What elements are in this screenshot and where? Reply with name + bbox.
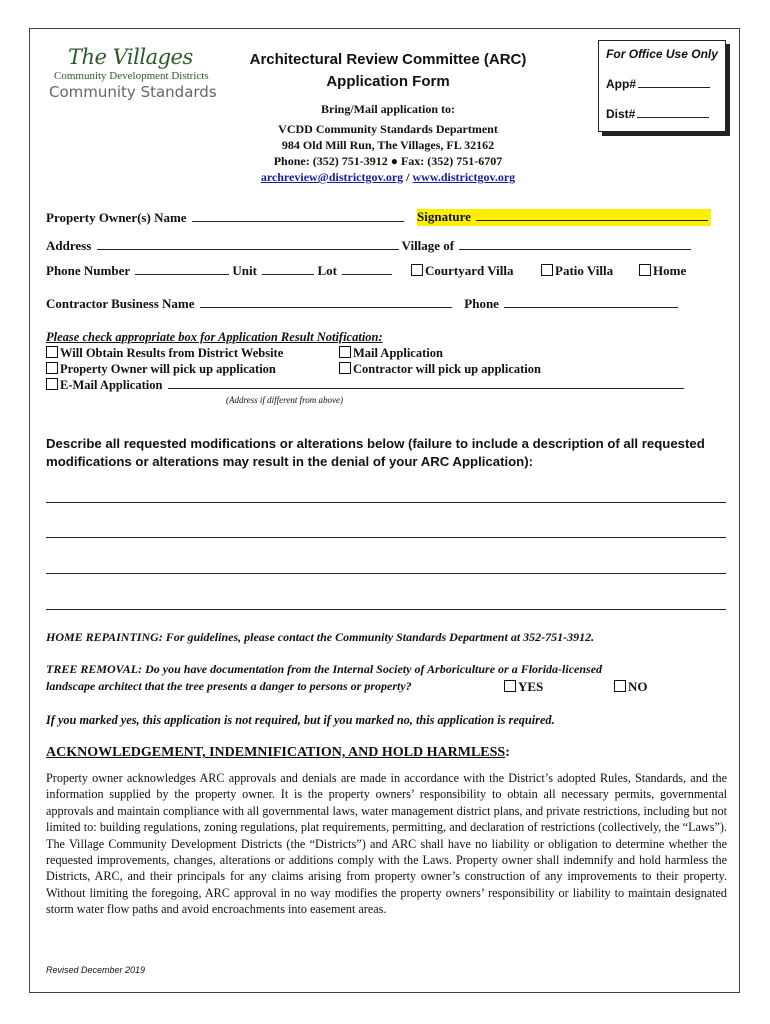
mail-option[interactable] [339,346,443,361]
email-link[interactable]: archreview@districtgov.org [260,170,404,184]
address-row [46,238,691,254]
courtyard-villa-checkbox[interactable] [411,264,423,276]
form-title [200,49,576,93]
contractor-pickup-label: Contractor will pick up application [353,362,541,376]
courtyard-villa-option[interactable] [411,263,513,279]
villages-logo: The Villages [68,45,193,69]
repainting-text: HOME REPAINTING: For guidelines, please contact the Community Standards Department at 352-751-3912. [46,630,595,644]
unit-field[interactable] [262,273,314,275]
description-line-1[interactable] [46,502,726,503]
patio-villa-option[interactable] [541,263,613,279]
notification-instruction: Please check appropriate box for Application Result Notification: [46,330,383,344]
email-note: (Address if different from above) [226,395,343,405]
patio-villa-checkbox[interactable] [541,264,553,276]
lot-field[interactable] [342,273,392,275]
owner-name-field[interactable] [192,220,404,222]
contractor-phone-label: Phone [464,296,499,311]
village-field[interactable] [459,248,691,250]
phone-label: Phone Number [46,263,130,278]
tree-question-line-2: landscape architect that the tree presents a danger to persons or property? [46,679,412,693]
logo-department: Community Standards [49,83,217,101]
home-label: Home [653,263,687,278]
title-line-2: Application Form [326,73,450,90]
ack-heading-text: ACKNOWLEDGEMENT, INDEMNIFICATION, AND HOLD HARMLESS [46,745,506,760]
mail-links [200,169,576,185]
website-link[interactable]: www.districtgov.org [412,170,516,184]
app-number-field[interactable] [638,87,710,88]
website-checkbox[interactable] [46,346,58,358]
ifyes-text: If you marked yes, this application is not required, but if you marked no, this application is required. [46,713,555,727]
ack-heading [46,745,510,761]
courtyard-villa-label: Courtyard Villa [425,263,514,278]
contractor-label: Contractor Business Name [46,296,195,311]
email-option[interactable] [46,378,684,393]
mail-phone-fax: Phone: (352) 751-3912 ● Fax: (352) 751-6707 [273,154,503,168]
owner-pickup-checkbox[interactable] [46,362,58,374]
home-option[interactable] [639,263,686,279]
email-option-label: E-Mail Application [60,378,163,392]
dist-number-label: Dist# [606,107,636,121]
ack-body: Property owner acknowledges ARC approvals and denials are made in accordance with the District’s adopted Rules, Standards, and the information supplied by the property owner. It is the property owners’ responsibility to obtain all necessary permits, governmental approvals and maintain compliance with all governmental laws, water management district plans, and private restrictions, including but not limited to: building regulations, zoning regulations, plat requirements, permitting, and declaration of restrictions (collectively, the “Laws”). The Village Community Development Districts (the “Districts”) and ARC shall have no liability or obligation to determine whether the requested improvements, changes, alterations or additions comply with the Laws. Property owner shall indemnify and hold harmless the Districts, ARC, and their principals for any claims arising from property owner’s construction of any improvements to their property. Without limiting the foregoing, ARC approval in no way modifies the property owners’ responsibility or liability to maintain designated storm water flow paths and avoid encroachments into easement areas. [46,771,727,917]
office-use-title: For Office Use Only [606,47,718,61]
description-line-3[interactable] [46,573,726,574]
signature-field[interactable] [476,219,708,221]
dist-number-field[interactable] [637,117,709,118]
phone-field[interactable] [135,273,229,275]
unit-label: Unit [232,263,257,278]
dist-number-line [606,107,709,121]
mail-department: VCDD Community Standards Department [278,122,498,136]
website-option-label: Will Obtain Results from District Website [60,346,284,360]
home-checkbox[interactable] [639,264,651,276]
village-label: Village of [401,238,455,253]
mailing-info [200,101,576,185]
email-checkbox[interactable] [46,378,58,390]
contractor-field[interactable] [200,306,452,308]
description-line-2[interactable] [46,537,726,538]
address-label: Address [46,238,92,253]
app-number-label: App# [606,77,636,91]
app-number-line [606,77,710,91]
title-line-1: Architectural Review Committee (ARC) [249,51,527,68]
tree-no-checkbox[interactable] [614,680,626,692]
tree-yes-checkbox[interactable] [504,680,516,692]
signature-label: Signature [417,209,471,224]
ack-heading-colon: : [505,745,510,760]
describe-instruction: Describe all requested modifications or alterations below (failure to include a description of all requested modifications or alterations may result in the denial of your ARC Application): [46,436,705,469]
tree-yes-label: YES [518,679,544,694]
contractor-phone-field[interactable] [504,306,678,308]
revised-date: Revised December 2019 [46,965,146,975]
logo-subtitle: Community Development Districts [54,70,209,82]
tree-no-label: NO [628,679,648,694]
office-use-box [598,40,726,132]
owner-pickup-label: Property Owner will pick up application [60,362,276,376]
mail-address: 984 Old Mill Run, The Villages, FL 32162 [281,138,495,152]
address-field[interactable] [97,248,399,250]
tree-no-option[interactable] [614,679,648,695]
owner-name-label: Property Owner(s) Name [46,210,187,225]
link-separator: / [403,170,413,184]
phone-unit-lot-row [46,263,392,279]
description-line-4[interactable] [46,609,726,610]
mail-checkbox[interactable] [339,346,351,358]
contractor-row [46,296,678,312]
owner-name-row [46,210,404,226]
website-option[interactable] [46,346,283,361]
tree-yes-option[interactable] [504,679,543,695]
email-address-field[interactable] [168,387,684,389]
contractor-pickup-checkbox[interactable] [339,362,351,374]
signature-row [417,209,711,226]
form-page [29,28,740,993]
contractor-pickup-option[interactable] [339,362,541,377]
mail-option-label: Mail Application [353,346,443,360]
tree-question-line-1: TREE REMOVAL: Do you have documentation from the Internal Society of Arboriculture or a Florida-licensed [46,662,603,676]
owner-pickup-option[interactable] [46,362,276,377]
patio-villa-label: Patio Villa [555,263,614,278]
mail-heading: Bring/Mail application to: [320,102,455,116]
lot-label: Lot [317,263,337,278]
